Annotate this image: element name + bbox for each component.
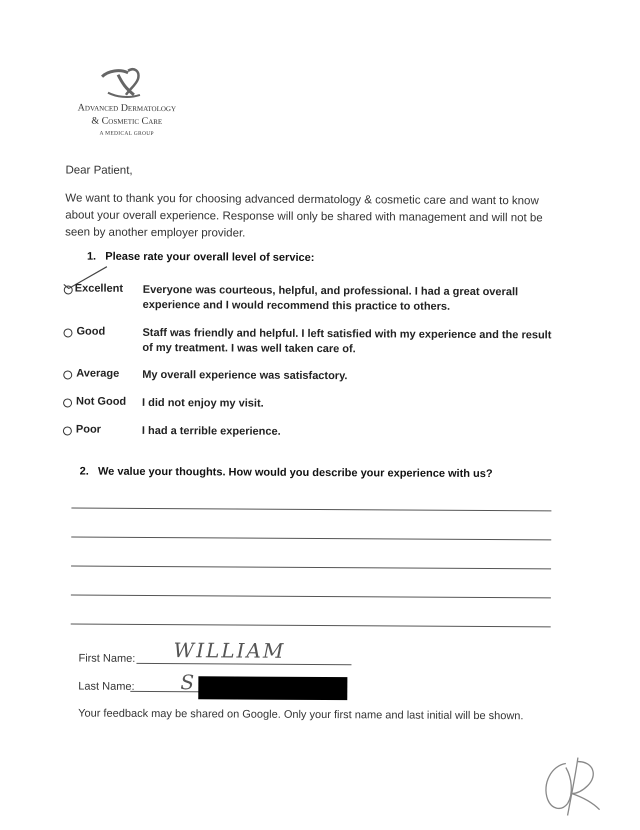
logo-line3: A MEDICAL GROUP	[99, 130, 154, 137]
option-desc-average: My overall experience was satisfactory.	[142, 368, 348, 383]
initials-signature-icon	[538, 753, 608, 819]
logo-mark-icon	[98, 67, 148, 101]
radio-average[interactable]	[63, 370, 72, 379]
rating-option-average[interactable]	[62, 367, 552, 388]
rating-option-poor[interactable]	[62, 423, 552, 444]
option-label-excellent: Excellent	[74, 282, 124, 295]
option-desc-excellent: Everyone was courteous, helpful, and professional. I had a great overall experience and I would recommend this practice to others.	[142, 283, 519, 313]
question-1-title: 1. Please rate your overall level of service:	[86, 250, 315, 264]
first-name-line[interactable]	[136, 663, 351, 665]
rating-option-good[interactable]	[62, 325, 552, 358]
last-name-label: Last Name:	[78, 680, 135, 693]
radio-not-good[interactable]	[63, 398, 72, 407]
option-desc-good: Staff was friendly and helpful. I left satisfied with my experience and the result of my treatment. I was well taken care of.	[142, 326, 552, 356]
option-label-average: Average	[76, 367, 120, 380]
option-label-not-good: Not Good	[76, 395, 127, 408]
rating-option-excellent[interactable]	[63, 282, 553, 315]
option-desc-not-good: I did not enjoy my visit.	[142, 396, 264, 410]
logo-line2: & Cosmetic Care	[91, 115, 163, 128]
option-desc-poor: I had a terrible experience.	[141, 424, 281, 438]
first-name-label: First Name:	[78, 652, 136, 665]
rating-option-not-good[interactable]	[62, 395, 552, 416]
option-label-good: Good	[76, 325, 106, 338]
option-label-poor: Poor	[75, 423, 101, 436]
logo	[62, 66, 192, 147]
intro-paragraph: We want to thank you for choosing advanced dermatology & cosmetic care and want to know about your overall experience. Response will only be shared with management and will not be seen by another employer provider.	[65, 192, 543, 240]
greeting: Dear Patient,	[65, 164, 133, 177]
answer-line-5[interactable]	[71, 623, 551, 627]
radio-poor[interactable]	[63, 426, 72, 435]
last-name-value[interactable]: S	[180, 670, 195, 695]
first-name-value[interactable]: WILLIAM	[173, 638, 286, 663]
answer-line-4[interactable]	[71, 594, 551, 598]
footer-note: Your feedback may be shared on Google. Only your first name and last initial will be shown.	[78, 707, 524, 723]
redaction-block	[198, 676, 347, 700]
answer-line-3[interactable]	[71, 565, 551, 569]
logo-line1: Advanced Dermatology	[77, 102, 177, 115]
question-2-title: 2. We value your thoughts. How would you describe your experience with us?	[79, 465, 493, 481]
answer-line-1[interactable]	[71, 507, 551, 511]
radio-good[interactable]	[63, 328, 72, 337]
answer-line-2[interactable]	[71, 536, 551, 540]
